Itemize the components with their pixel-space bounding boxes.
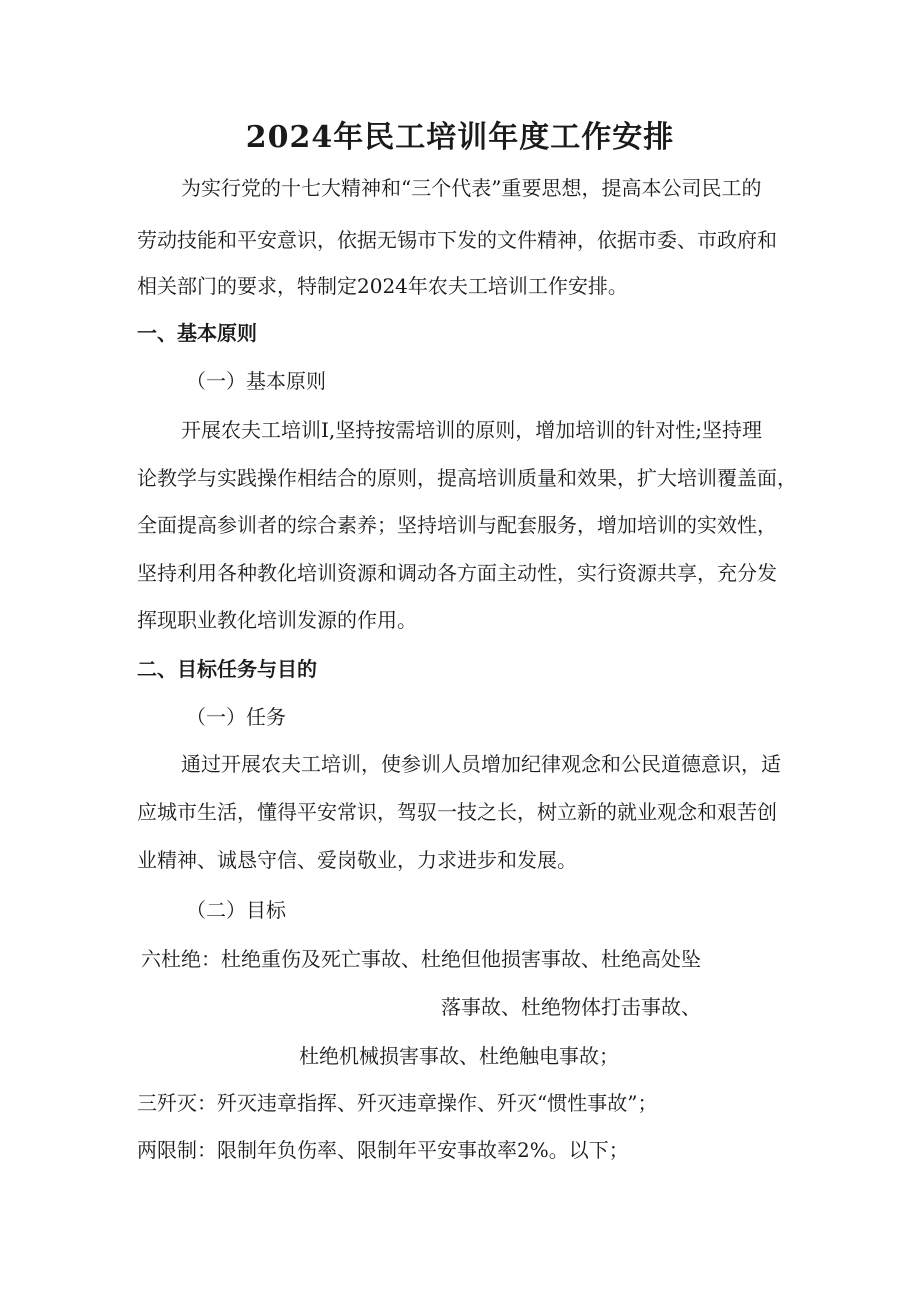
section-2-sub-2-heading: （二）目标 xyxy=(186,898,286,922)
section-1-sub-1-heading: （一）基本原则 xyxy=(186,369,326,393)
section-1-para-line-1: 开展农夫工培训I,坚持按需培训的原则，增加培训的针对性;坚持理 xyxy=(181,418,762,442)
section-1-para-line-5: 挥现职业教化培训发源的作用。 xyxy=(137,608,417,632)
section-2-heading: 二、目标任务与目的 xyxy=(137,657,317,681)
section-2-task-line-1: 通过开展农夫工培训，使参训人员增加纪律观念和公民道德意识，适 xyxy=(181,752,781,776)
goal-line-5: 两限制：限制年负伤率、限制年平安事故率2%。以下； xyxy=(137,1138,629,1162)
document-title: 2024年民工培训年度工作安排 xyxy=(245,120,675,155)
section-2-task-line-2: 应城市生活，懂得平安常识，驾驭一技之长，树立新的就业观念和艰苦创 xyxy=(137,800,777,824)
intro-line-2: 劳动技能和平安意识，依据无锡市下发的文件精神，依据市委、市政府和 xyxy=(137,228,777,252)
section-1-heading: 一、基本原则 xyxy=(137,321,257,345)
section-1-para-line-2: 论教学与实践操作相结合的原则，提高培训质量和效果，扩大培训覆盖面， xyxy=(137,466,797,490)
intro-line-3: 相关部门的要求，特制定2024年农夫工培训工作安排。 xyxy=(137,274,628,298)
intro-line-1: 为实行党的十七大精神和“三个代表”重要思想，提高本公司民工的 xyxy=(181,176,762,200)
goal-line-2: 落事故、杜绝物体打击事故、 xyxy=(441,995,701,1019)
section-1-para-line-3: 全面提高参训者的综合素养；坚持培训与配套服务，增加培训的实效性， xyxy=(137,513,777,537)
goal-line-1: 六杜绝：杜绝重伤及死亡事故、杜绝但他损害事故、杜绝高处坠 xyxy=(141,947,701,971)
section-1-para-line-4: 坚持利用各种教化培训资源和调动各方面主动性，实行资源共享，充分发 xyxy=(137,561,777,585)
section-2-task-line-3: 业精神、诚恳守信、爱岗敬业，力求进步和发展。 xyxy=(137,848,577,872)
goal-line-3: 杜绝机械损害事故、杜绝触电事故； xyxy=(299,1044,619,1068)
section-2-sub-1-heading: （一）任务 xyxy=(186,705,286,729)
goal-line-4: 三歼灭：歼灭违章指挥、歼灭违章操作、歼灭“惯性事故”； xyxy=(137,1091,658,1115)
